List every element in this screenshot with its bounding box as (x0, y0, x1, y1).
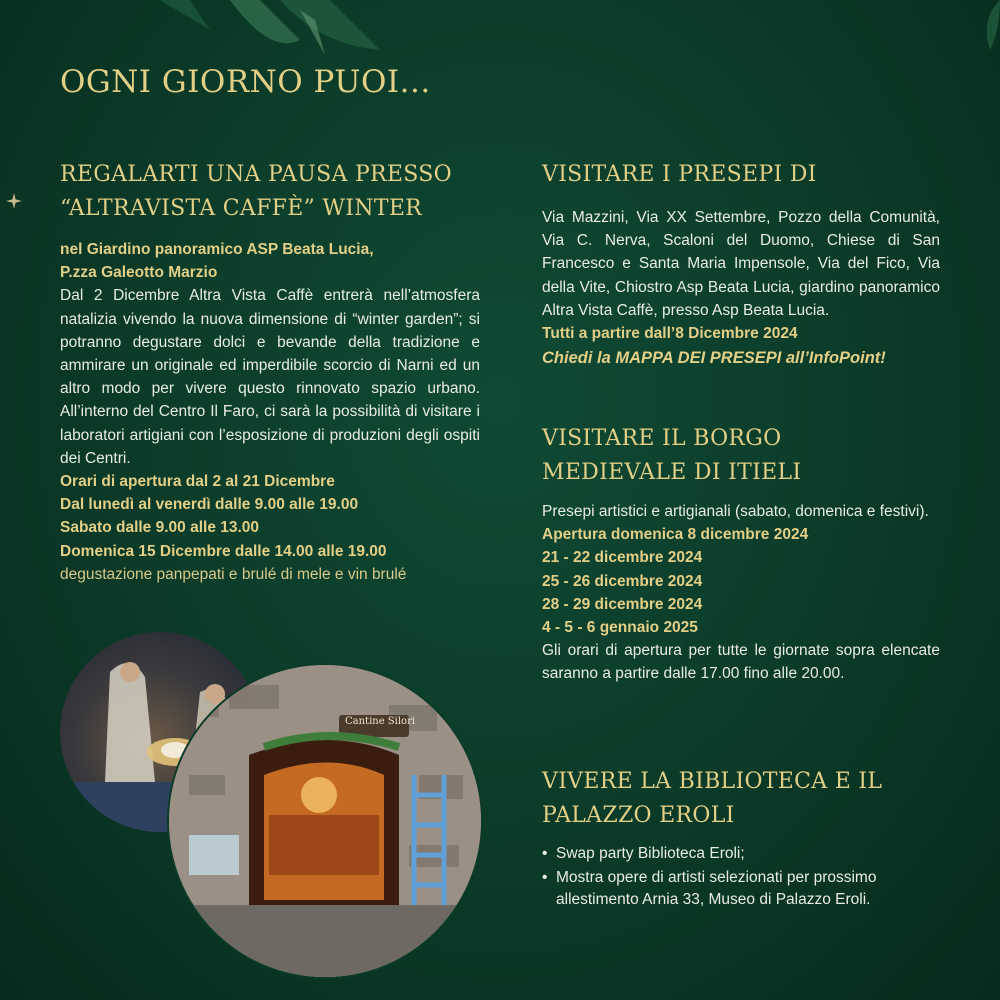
pausa-note: degustazione panpepati e brulé di mele e vin brulé (60, 565, 407, 583)
pausa-hours-0: Orari di apertura dal 2 al 21 Dicembre (60, 473, 335, 491)
pausa-body: Dal 2 Dicembre Altra Vista Caffè entrerà nell’atmosfera natalizia vivendo la nuova dimensione di “winter garden”; si potranno degustare dolci e bevande della tradizione e ammirare un originale ed imperdibile scorcio di Narni ed un altro modo per vivere questo rinnovato spazio urbano. All’interno del Centro Il Faro, ci sarà la possibilità di visitare i laboratori artigiani con l’esposizione di produzioni degli ospiti dei Centri. (60, 287, 480, 467)
presepi-body: Via Mazzini, Via XX Settembre, Pozzo della Comunità, Via C. Nerva, Scaloni del Duomo, Chiese di San Francesco e Santa Maria Impensole, Via del Fico, Via della Vite, Chiostro Asp Beata Lucia, giardino panoramico Altra Vista Caffè, presso Asp Beata Lucia. (542, 209, 940, 319)
borgo-date-1: 21 - 22 dicembre 2024 (542, 549, 703, 567)
list-item: • Mostra opere di artisti selezionati per prossimo allestimento Arnia 33, Museo di Palazzo Eroli. (542, 867, 940, 911)
borgo-title-line1: VISITARE IL BORGO (542, 426, 782, 451)
presepi-title: VISITARE I PRESEPI DI (542, 162, 817, 187)
borgo-title-line2: MEDIEVALE DI ITIELI (542, 460, 802, 485)
borgo-footer: Gli orari di apertura per tutte le giornate sopra elencate saranno a partire dalle 17.00 fino alle 20.00. (542, 642, 940, 683)
presepi-date: Tutti a partire dall’8 Dicembre 2024 (542, 325, 798, 343)
biblioteca-title-line2: PALAZZO EROLI (542, 803, 735, 828)
star-icon (5, 192, 23, 210)
pine-branch-decoration (150, 0, 410, 70)
pausa-location-1: nel Giardino panoramico ASP Beata Lucia, (60, 241, 374, 258)
list-item: • Swap party Biblioteca Eroli; (542, 843, 940, 865)
cantine-sign-text: Cantine Silori (345, 716, 416, 727)
pausa-section (60, 158, 480, 586)
borgo-date-4: 4 - 5 - 6 gennaio 2025 (542, 619, 698, 637)
pausa-location-2: P.zza Galeotto Marzio (60, 264, 218, 282)
biblioteca-list (542, 843, 940, 911)
pausa-hours-2: Sabato dalle 9.00 alle 13.00 (60, 519, 260, 537)
pausa-title-line2: “ALTRAVISTA CAFFÈ” WINTER (60, 196, 423, 221)
borgo-body: Presepi artistici e artigianali (sabato, domenica e festivi). (542, 503, 929, 520)
biblioteca-title-line1: VIVERE LA BIBLIOTECA E IL (542, 769, 883, 794)
page-title: OGNI GIORNO PUOI... (60, 64, 431, 100)
pausa-title-line1: REGALARTI UNA PAUSA PRESSO (60, 162, 452, 187)
borgo-date-0: Apertura domenica 8 dicembre 2024 (542, 526, 809, 544)
pausa-hours-1: Dal lunedì al venerdì dalle 9.00 alle 19.00 (60, 496, 359, 514)
borgo-date-2: 25 - 26 dicembre 2024 (542, 572, 703, 590)
biblioteca-section (542, 765, 940, 913)
pausa-hours-3: Domenica 15 Dicembre dalle 14.00 alle 19.00 (60, 542, 387, 560)
borgo-section (542, 422, 940, 686)
presepi-section (542, 158, 940, 371)
leaf-decoration (940, 0, 1000, 60)
cantine-photo (167, 663, 483, 979)
presepi-map-callout: Chiedi la MAPPA DEI PRESEPI all’InfoPoint! (542, 349, 886, 368)
borgo-date-3: 28 - 29 dicembre 2024 (542, 595, 703, 613)
